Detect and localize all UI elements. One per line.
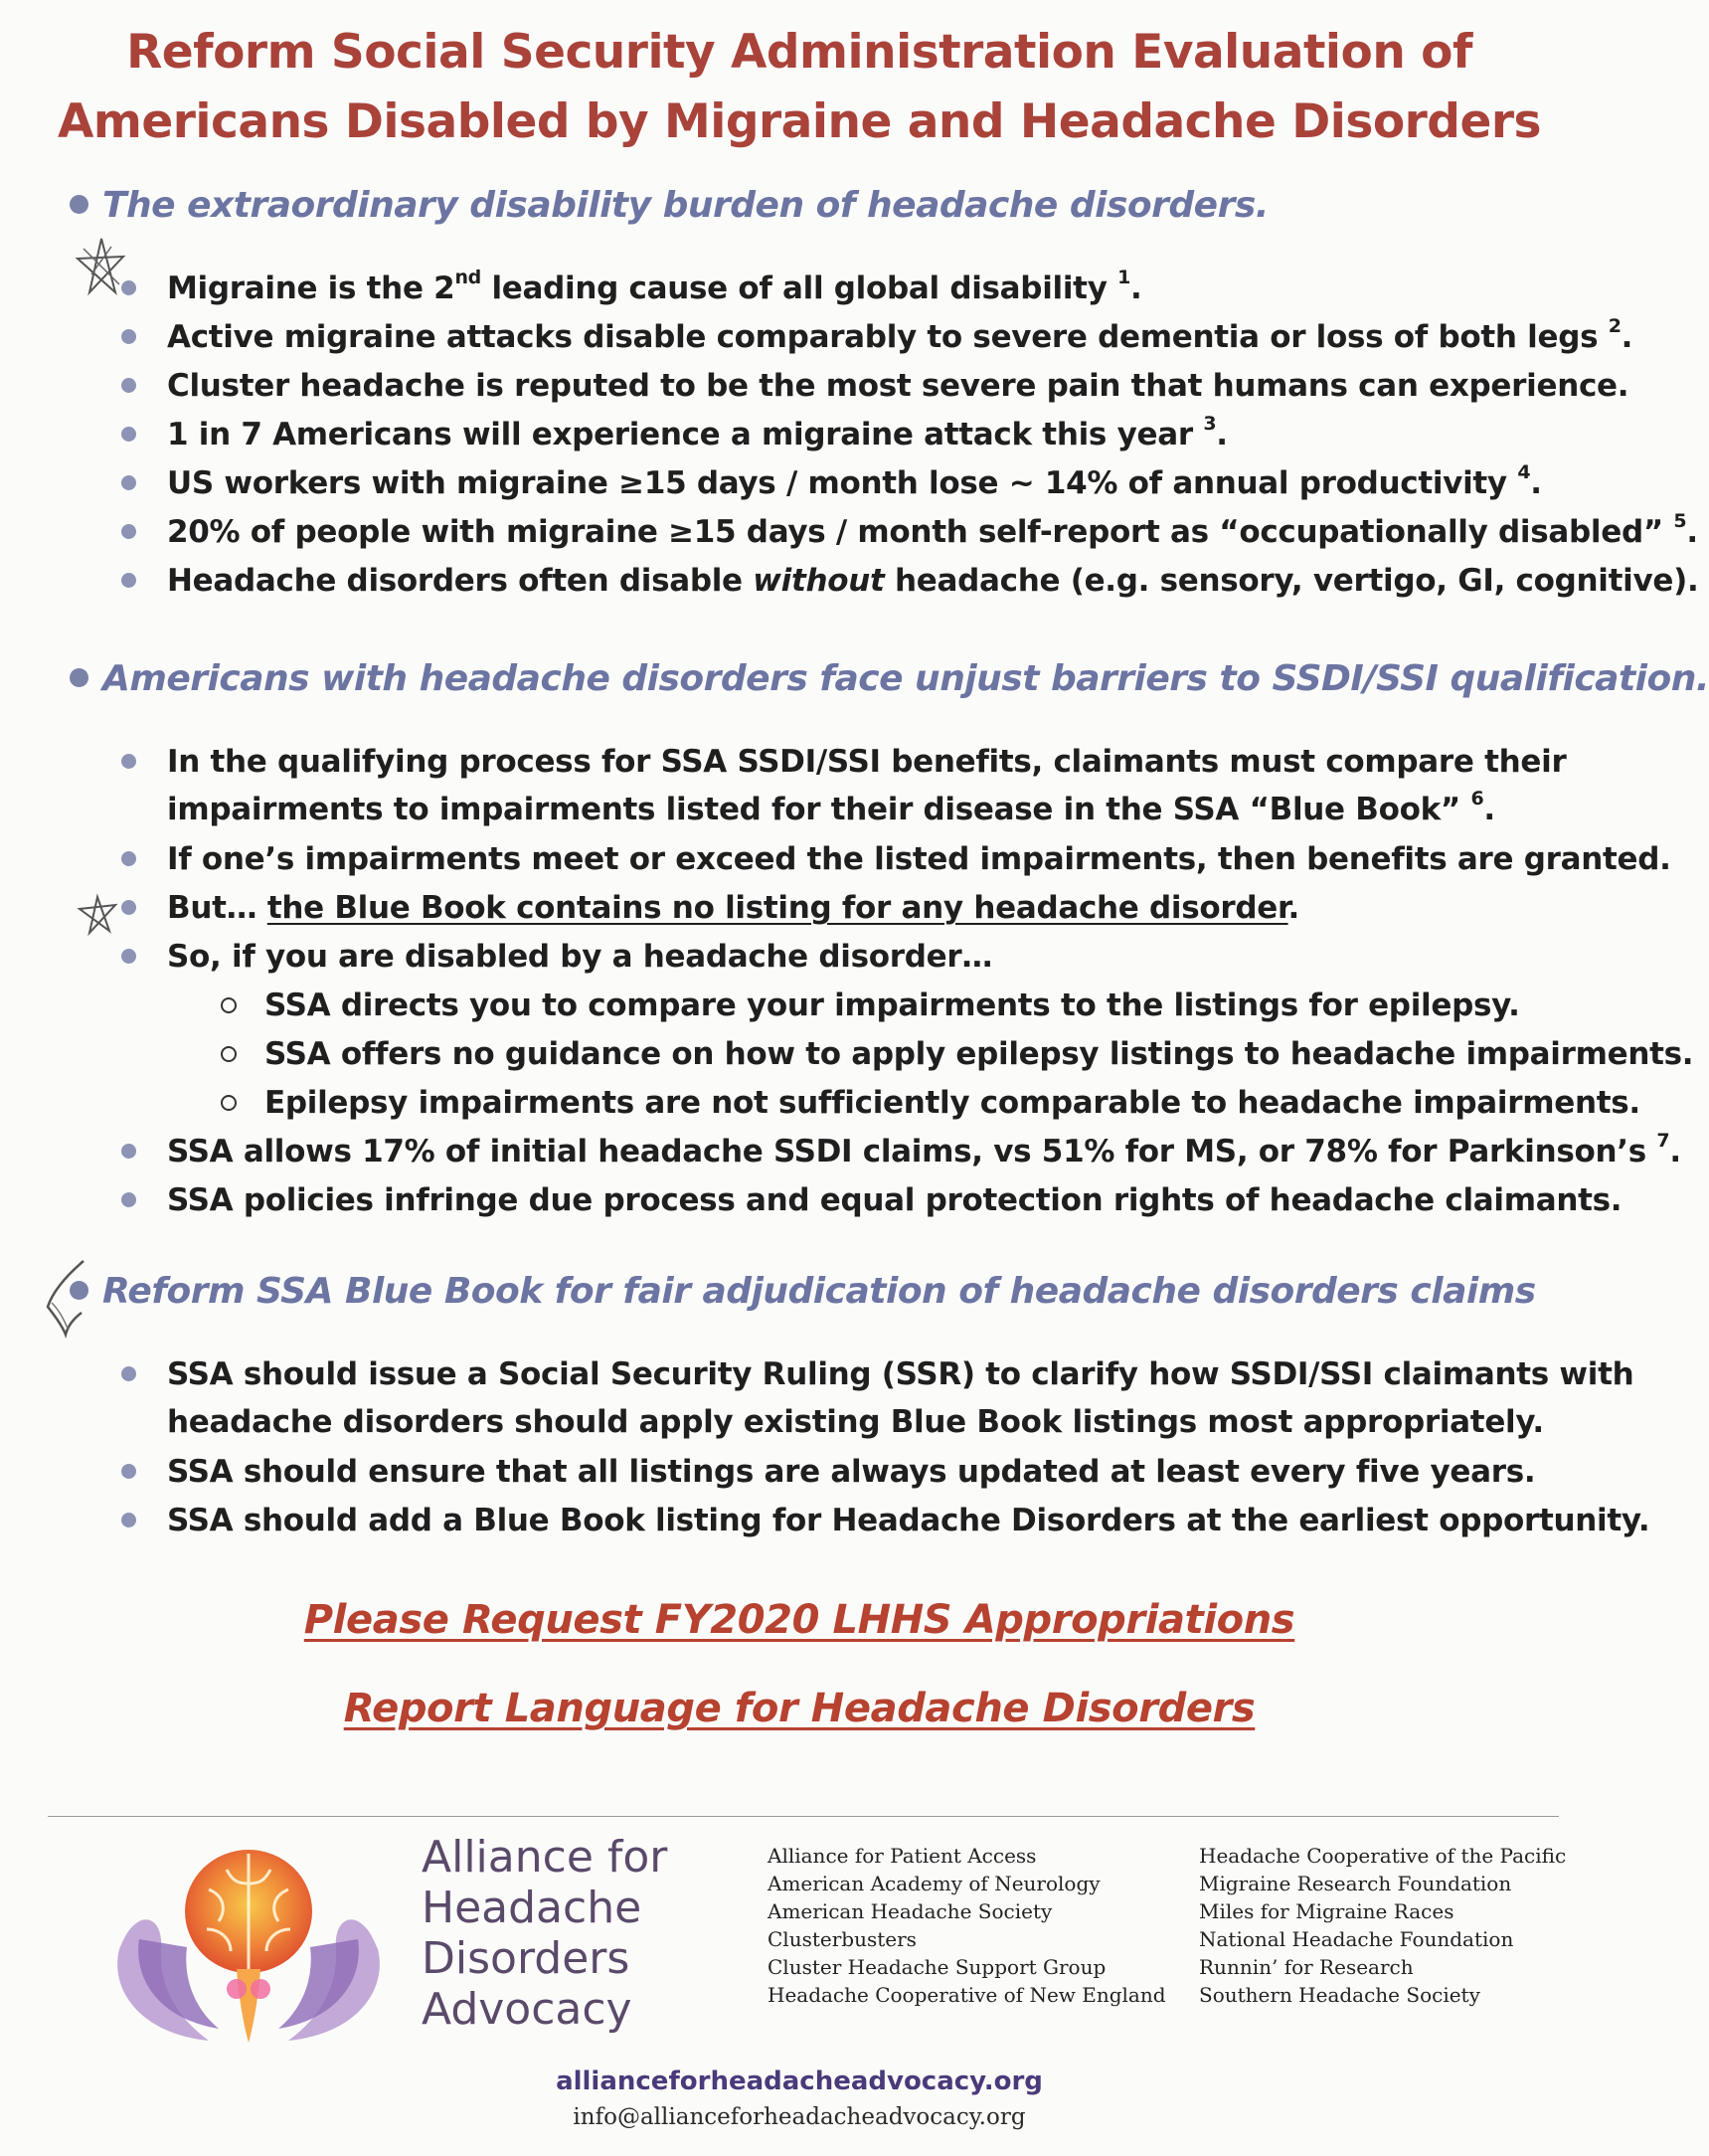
list-item-text: Cluster headache is reputed to be the most severe pain that humans can experience. [167,368,1629,404]
footnote-ref: 5 [1673,509,1687,532]
list-item-text: 1 in 7 Americans will experience a migraine attack this year [167,417,1204,452]
list-item-text: SSA allows 17% of initial headache SSDI claims, vs 51% for MS, or 78% for Parkinson’s [167,1134,1657,1169]
sub-list-item [264,982,1520,1029]
bullet-icon [121,1366,136,1381]
superscript: nd [454,266,481,288]
list-item [167,884,1579,932]
call-to-action-line-2: Report Language for Headache Disorders [343,1686,1256,1731]
list-item-text: SSA should add a Blue Book listing for Headache Disorders at the earliest opportunity. [167,1503,1650,1538]
bullet-icon [121,475,136,490]
list-item [167,508,1698,556]
sub-list-item-text: SSA directs you to compare your impairments to the listings for epilepsy. [264,988,1520,1023]
handwritten-star-icon [76,895,121,935]
emphasis-text: without [753,563,885,599]
hollow-bullet-icon [221,1095,237,1111]
bullet-icon [121,427,136,442]
member-organization: American Headache Society [768,1899,1053,1923]
member-organization: Headache Cooperative of the Pacific [1199,1844,1567,1868]
list-item [167,557,1699,605]
bullet-icon [121,1192,136,1207]
member-organization: Migraine Research Foundation [1199,1872,1512,1895]
list-item [167,738,1579,833]
hollow-bullet-icon [221,997,237,1013]
section-heading-text: Reform SSA Blue Book for fair adjudication of headache disorders claims [102,1271,1536,1312]
list-item-text: Active migraine attacks disable comparably to severe dementia or loss of both legs [167,319,1609,355]
footnote-ref: 3 [1203,412,1217,435]
list-item-text: headache (e.g. sensory, vertigo, GI, cognitive). [884,563,1699,599]
org-name-line: Alliance for [422,1832,668,1883]
list-item-text: Migraine is the 2 [167,270,455,306]
sub-list-item [264,1030,1693,1078]
list-item [167,1176,1623,1224]
member-organization: Southern Headache Society [1199,1983,1480,2007]
footnote-ref: 1 [1117,266,1131,288]
list-item-text: . [1621,319,1633,355]
list-item [167,1350,1634,1446]
footer-divider [48,1816,1559,1817]
org-name-line: Disorders [422,1933,630,1984]
org-name-line: Advocacy [422,1984,632,2035]
member-organization: Miles for Migraine Races [1199,1899,1454,1923]
member-list-column-1 [768,1842,1166,2009]
list-item [167,835,1671,883]
list-item [167,933,1579,981]
handwritten-checkmark-icon [40,1255,91,1341]
sub-list-item-text: SSA offers no guidance on how to apply epilepsy listings to headache impairments. [264,1036,1694,1072]
list-item-text: impairments to impairments listed for their disease in the SSA “Blue Book” [167,792,1471,827]
list-item-text: So, if you are disabled by a headache disorder… [167,939,993,975]
list-item-text: . [1669,1134,1681,1169]
list-item [167,1497,1650,1544]
list-item-text: US workers with migraine ≥15 days / month lose ~ 14% of annual productivity [167,465,1518,501]
member-organization: Clusterbusters [768,1927,917,1951]
section-heading-disability-burden [70,185,1269,226]
footnote-ref: 6 [1470,787,1484,809]
bullet-dot-icon [70,195,88,214]
list-item-text: If one’s impairments meet or exceed the listed impairments, then benefits are granted. [167,841,1671,877]
footnote-ref: 4 [1517,460,1531,483]
list-item [167,265,1579,312]
email-link[interactable]: info@allianceforheadacheadvocacy.org [573,2104,1026,2130]
list-item-text: In the qualifying process for SSA SSDI/SSI benefits, claimants must compare their [167,744,1567,780]
list-item-text: SSA should issue a Social Security Ruling (SSR) to clarify how SSDI/SSI claimants with [167,1356,1634,1392]
bullet-icon [121,900,136,915]
bullet-icon [121,329,136,344]
list-item-text: SSA policies infringe due process and equal protection rights of headache claimants. [167,1182,1623,1218]
call-to-action-line-1: Please Request FY2020 LHHS Appropriations [303,1597,1295,1643]
list-item-text: . [1216,417,1228,452]
hollow-bullet-icon [221,1046,237,1062]
sub-list-item-text: Epilepsy impairments are not sufficiently comparable to headache impairments. [264,1085,1640,1121]
list-item [167,459,1579,507]
list-item-text: Headache disorders often disable [167,563,754,599]
list-item-text: . [1686,514,1698,550]
bullet-icon [121,524,136,539]
list-item-text: . [1287,890,1300,926]
bullet-icon [121,378,136,393]
website-link[interactable]: allianceforheadacheadvocacy.org [556,2066,1043,2096]
org-name-line: Headache [422,1883,642,1933]
underlined-text: the Blue Book contains no listing for any headache disorder [266,890,1288,926]
member-organization: American Academy of Neurology [768,1872,1101,1895]
bullet-icon [121,1144,136,1159]
list-item-text: . [1130,270,1142,306]
member-organization: Alliance for Patient Access [768,1844,1037,1868]
list-item [167,362,1629,410]
section-heading-reform-blue-book [70,1271,1536,1312]
sub-list-item [264,1079,1640,1127]
member-organization: National Headache Foundation [1199,1927,1514,1951]
list-item-text: But… [167,890,267,926]
list-item-text: headache disorders should apply existing Blue Book listings most appropriately. [167,1404,1544,1440]
list-item [167,1128,1681,1175]
member-organization: Runnin’ for Research [1199,1955,1414,1979]
bullet-dot-icon [70,668,88,687]
organization-name [422,1832,667,2035]
section-heading-text: The extraordinary disability burden of headache disorders. [102,185,1269,226]
list-item-text: . [1483,792,1495,827]
list-item-text: 20% of people with migraine ≥15 days / month self-report as “occupationally disabled” [167,514,1674,550]
section-heading-unjust-barriers [70,658,1709,699]
footnote-ref: 2 [1608,314,1622,337]
member-list-column-2 [1199,1842,1566,2009]
bullet-icon [121,573,136,588]
footnote-ref: 7 [1656,1129,1670,1152]
bullet-icon [121,754,136,769]
list-item-text: leading cause of all global disability [480,270,1118,306]
list-item [167,411,1579,458]
member-organization: Headache Cooperative of New England [768,1983,1166,2007]
handwritten-star-icon [72,235,131,298]
title-line-1: Reform Social Security Administration Evaluation of [126,25,1472,80]
bullet-icon [121,1464,136,1479]
bullet-icon [121,949,136,964]
alliance-logo-icon [99,1830,398,2049]
section-heading-text: Americans with headache disorders face unjust barriers to SSDI/SSI qualification. [102,658,1709,699]
list-item-text: . [1530,465,1542,501]
member-organization: Cluster Headache Support Group [768,1955,1107,1979]
bullet-icon [121,1513,136,1527]
list-item-text: SSA should ensure that all listings are always updated at least every five years. [167,1454,1536,1490]
page-title [0,18,1599,157]
list-item [167,313,1633,361]
bullet-icon [121,851,136,866]
title-line-2: Americans Disabled by Migraine and Headache Disorders [58,94,1541,149]
list-item [167,1448,1579,1496]
